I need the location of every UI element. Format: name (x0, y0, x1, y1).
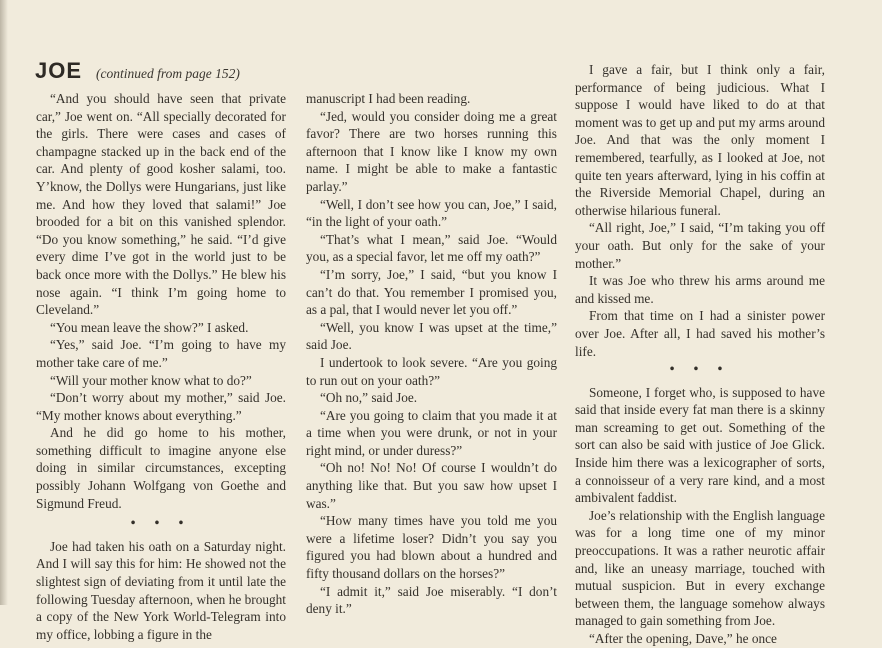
paragraph: It was Joe who threw his arms around me and kissed me. (575, 273, 825, 306)
paragraph: “Well, I don’t see how you can, Joe,” I said, “in the light of your oath.” (306, 196, 557, 230)
paragraph: I gave a fair, but I think only a fair, performance of being judicious. What I suppose I would have liked to do at that moment was to get up and put my arms around Joe. And that was the only moment I remembered, tearfully, as I looked at Joe, not quite ten years afterward, lying in his coffin at the Riverside Memorial Chapel, during an otherwise hilarious funeral. (575, 62, 826, 218)
paragraph: Joe’s relationship with the English language was for a long time one of my minor preoccupations. It was a rather neurotic affair and, like an uneasy marriage, touched with mutual suspicion. But in every exchange between them, the language somehow always managed to gain something from Joe. (575, 507, 825, 629)
page-gutter-shadow (0, 0, 8, 605)
article-heading (35, 58, 240, 84)
paragraph: “All right, Joe,” I said, “I’m taking you off your oath. But only for the sake of your mother.” (575, 220, 825, 271)
paragraph: “Oh no,” said Joe. (320, 390, 418, 406)
paragraph: “Jed, would you consider doing me a great favor? There are two horses running this afternoon that I know like I know my own name. I might be able to make a fantastic parlay.” (306, 108, 557, 194)
paragraph: I undertook to look severe. “Are you going to run out on your oath?” (306, 354, 557, 388)
text-column-2 (306, 90, 557, 618)
paragraph: “You mean leave the show?” I asked. (50, 319, 249, 335)
paragraph: “After the opening, Dave,” he once (589, 631, 777, 646)
continued-note: (continued from page 152) (96, 66, 240, 81)
paragraph: “Oh no! No! No! Of course I wouldn’t do anything like that. But you saw how upset I was.” (306, 460, 557, 511)
paragraph: “Will your mother know what to do?” (50, 372, 252, 388)
paragraph: “Don’t worry about my mother,” said Joe. “My mother knows about everything.” (36, 390, 286, 423)
paragraph: “And you should have seen that private car,” Joe went on. “All specially decorated for the girls. There were cases and cases of champagne stacked up in the back end of the car. And plenty of good kosher salami, too. Y’know, the Dollys were Hungarians, just like me. And how they loved that salami!” Joe brooded for a bit on this vanished splendor. “Do you know something,” he said. “I’d give every dime I’ve got in the world just to be back once more with the Dollys.” He blew his nose again. “I think I’m going home to Cleveland.” (36, 91, 286, 318)
paragraph: “I’m sorry, Joe,” I said, “but you know I can’t do that. You remember I promised you, as a pal, that I would never let you off.” (306, 266, 557, 318)
paragraph: “Are you going to claim that you made it at a time when you were drunk, or not in your right mind, or under duress?” (306, 407, 557, 458)
paragraph: “Well, you know I was upset at the time,” said Joe. (306, 319, 557, 353)
paragraph: “How many times have you told me you were a lifetime loser? Didn’t you say you figured you had blown about a hundred and fifty thousand dollars on the horses?” (306, 513, 557, 582)
text-column-1 (36, 90, 286, 643)
section-break: • • • (130, 515, 192, 531)
text-column-3 (575, 61, 825, 648)
paragraph: Joe had taken his oath on a Saturday night. And I will say this for him: He showed not the slightest sign of deviating from it until late the following Tuesday afternoon, when he brought a copy of the New York World-Telegram into my office, lobbing a figure in the (36, 538, 286, 642)
paragraph: Someone, I forget who, is supposed to have said that inside every fat man there is a skinny man screaming to get out. Something of the sort can also be said with justice of Joe Glick. Inside him there was a lexicographer of sorts, a connoisseur of a very rare kind, and a most ambivalent faddist. (575, 384, 825, 506)
paragraph: “Yes,” said Joe. “I’m going to have my mother take care of me.” (36, 337, 286, 370)
paragraph: “That’s what I mean,” said Joe. “Would you, as a special favor, let me off my oath?” (306, 231, 557, 265)
paragraph: “I admit it,” said Joe miserably. “I don’t deny it.” (306, 583, 557, 617)
paragraph: manuscript I had been reading. (306, 91, 471, 106)
article-title: JOE (35, 58, 83, 83)
paragraph: And he did go home to his mother, something difficult to imagine anyone else doing in similar circumstances, excepting possibly Johann Wolfgang von Goethe and Sigmund Freud. (36, 425, 286, 511)
section-break: • • • (669, 361, 731, 377)
paragraph: From that time on I had a sinister power over Joe. After all, I had saved his mother’s life. (575, 308, 825, 359)
